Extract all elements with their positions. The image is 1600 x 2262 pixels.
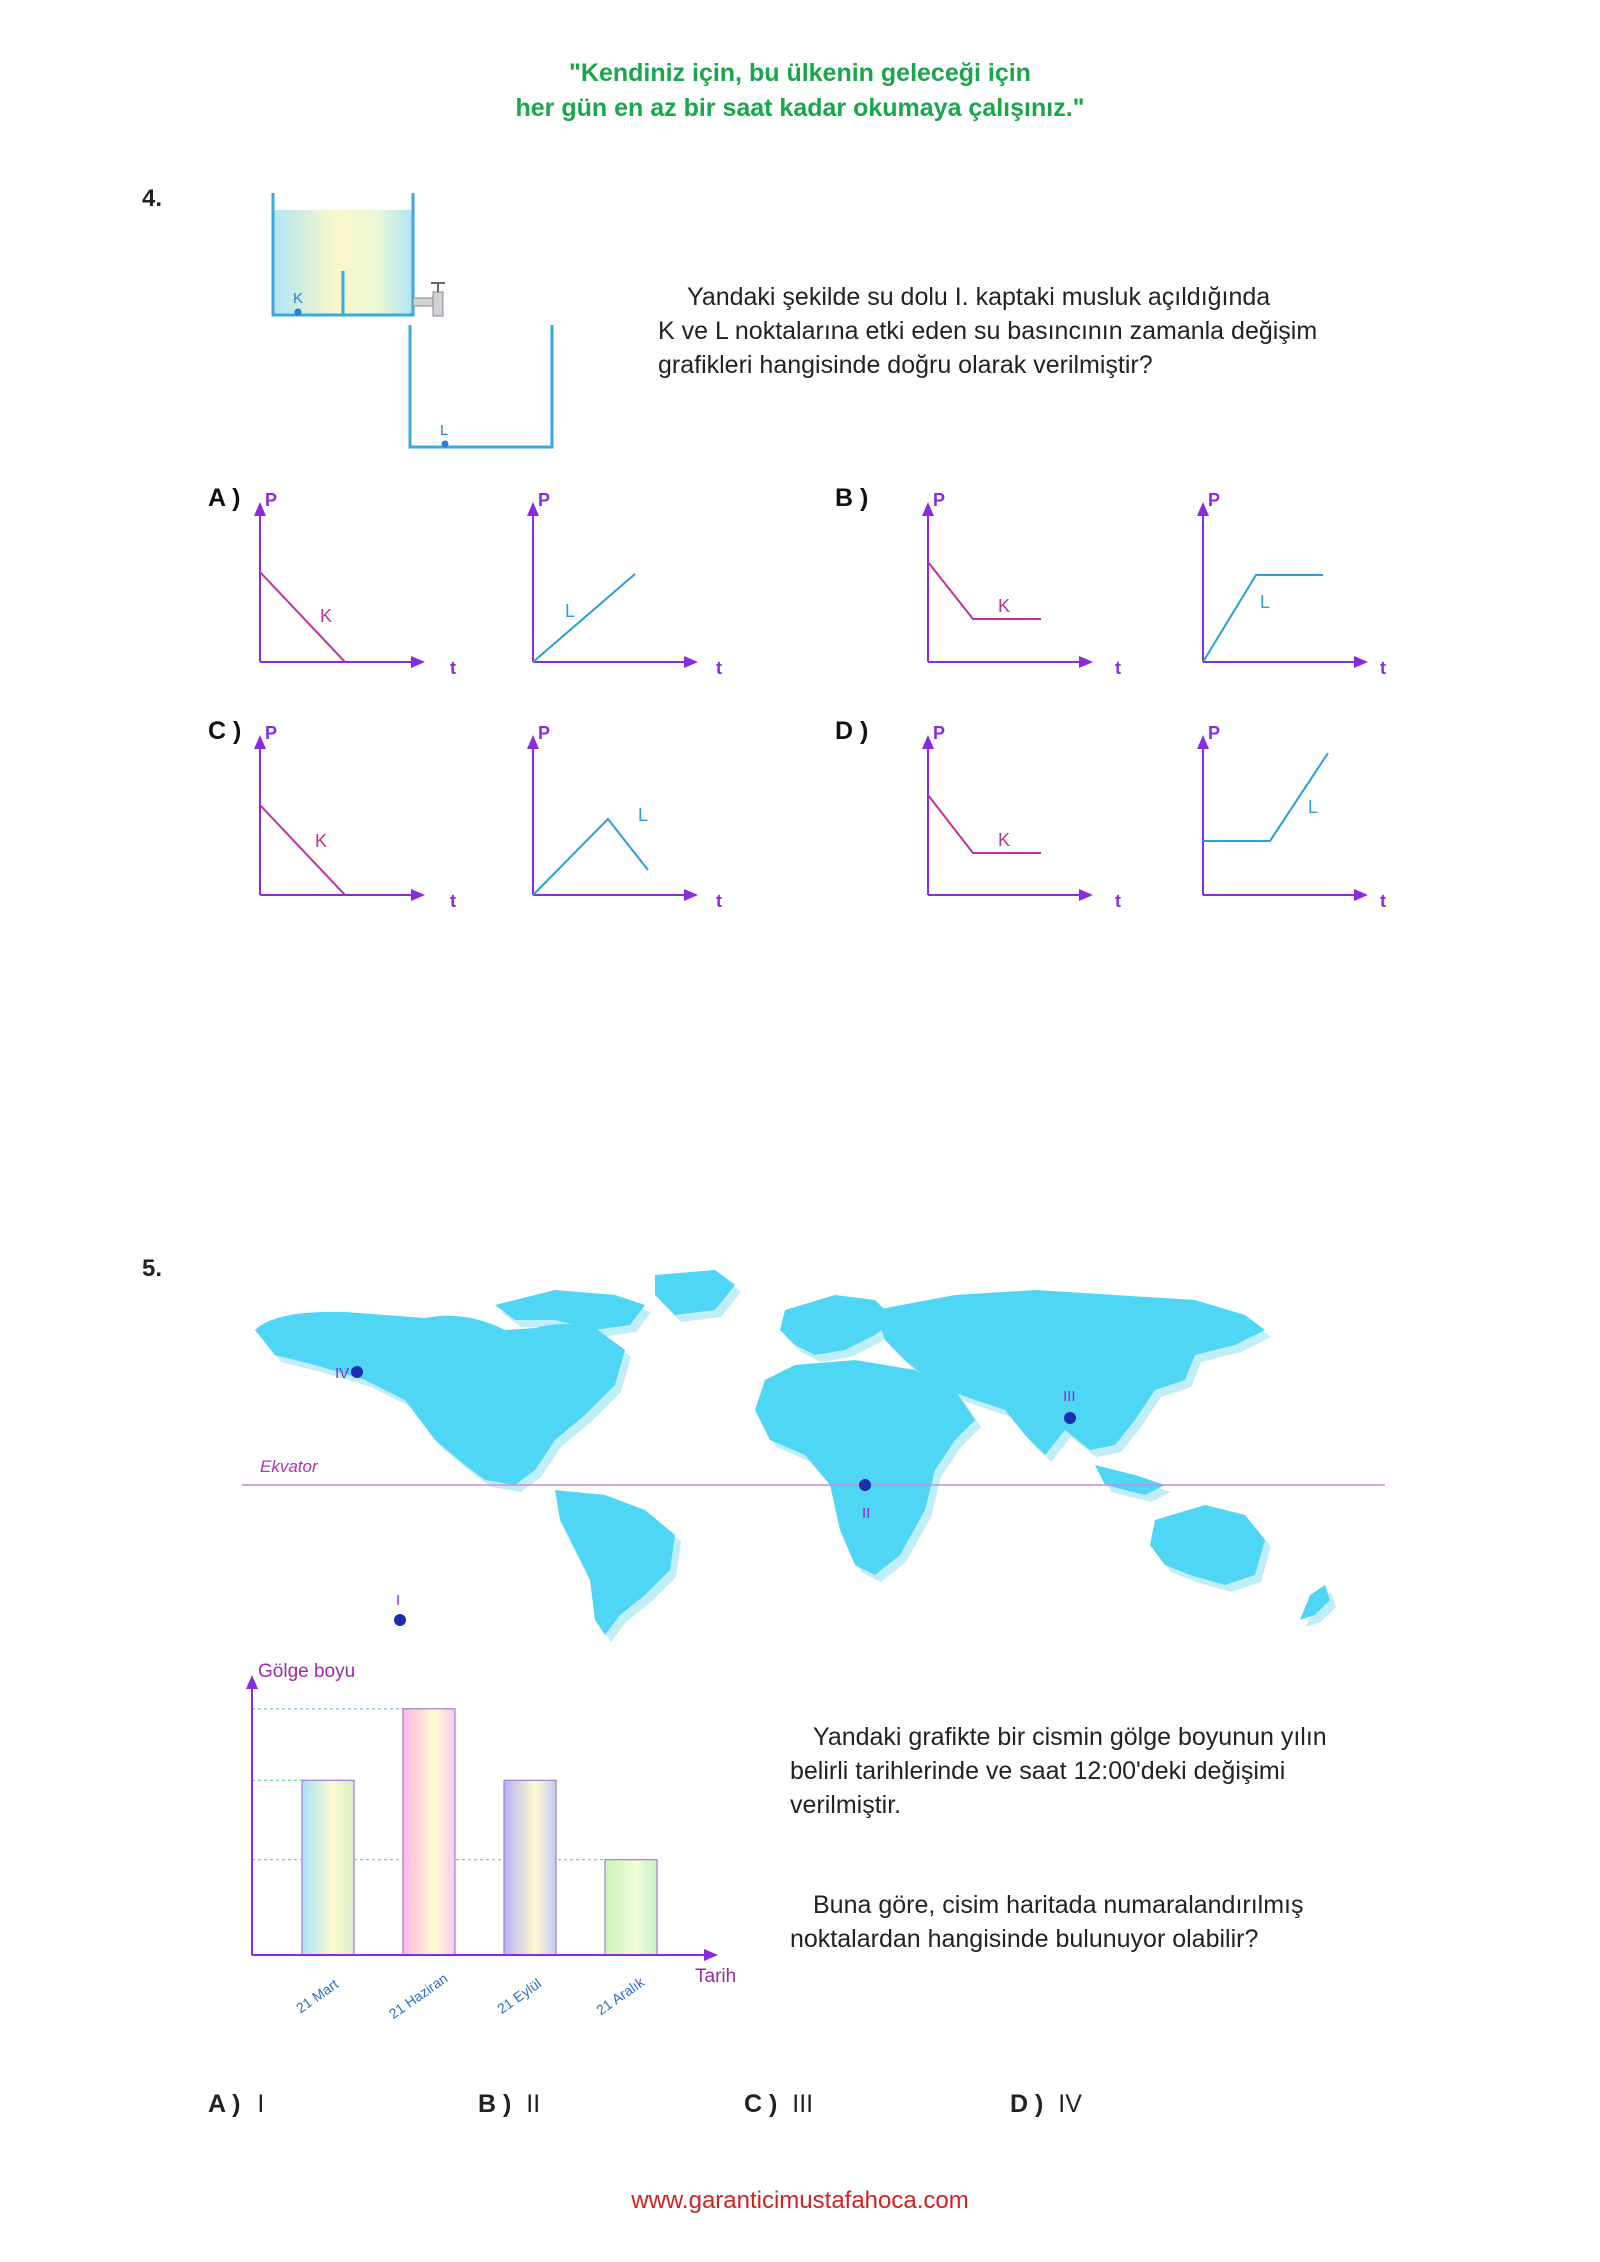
graph-b-k-curve — [928, 562, 1041, 619]
answer-b-label: B ) — [478, 2090, 512, 2118]
chart-tick-label: 21 Eylül — [494, 1975, 545, 2017]
question-4-number: 4. — [142, 185, 163, 212]
graph-a-k-curve-label: K — [320, 606, 333, 626]
faucet-icon — [413, 283, 445, 316]
graph-c-l-y-label: P — [538, 723, 551, 743]
graph-d-l-x-label: t — [1380, 891, 1386, 911]
graph-c-l-curve — [533, 819, 648, 895]
answer-a[interactable] — [208, 2090, 264, 2119]
graph-d-k-y-label: P — [933, 723, 946, 743]
q5-text-p1-line2: belirli tarihlerinde ve saat 12:00'deki değişimi — [790, 1757, 1286, 1785]
answer-c[interactable] — [744, 2090, 813, 2119]
q5-text-p1-line3: verilmiştir. — [790, 1791, 902, 1819]
graph-d-k-curve — [928, 795, 1041, 853]
graph-a-l-y-label: P — [538, 490, 551, 510]
graph-d-l-y-label: P — [1208, 723, 1221, 743]
answer-a-label: A ) — [208, 2090, 241, 2118]
point-k-label: K — [293, 290, 304, 307]
graph-c-k-y-label: P — [265, 723, 278, 743]
point-k — [295, 309, 302, 316]
graph-d-k-x-label: t — [1115, 891, 1121, 911]
graph-b-l-y-label: P — [1208, 490, 1221, 510]
graph-d-l-curve-label: L — [1308, 797, 1319, 817]
answer-d[interactable] — [1010, 2090, 1082, 2119]
graph-c-k-curve-label: K — [315, 831, 328, 851]
graph-b-l-curve — [1203, 575, 1323, 662]
q4-text-line3: grafikleri hangisinde doğru olarak verilmiştir? — [658, 351, 1153, 379]
graph-d-k-curve-label: K — [998, 830, 1011, 850]
answer-b[interactable] — [478, 2090, 540, 2119]
map-point-iii — [1064, 1412, 1076, 1424]
graph-a-l-x-label: t — [716, 658, 722, 678]
option-b-label[interactable]: B ) — [835, 484, 869, 512]
graph-b-k-x-label: t — [1115, 658, 1121, 678]
option-c-label[interactable]: C ) — [208, 717, 242, 745]
graph-a-l — [518, 482, 748, 682]
graph-c-l — [518, 715, 748, 915]
tank2-outline — [410, 325, 552, 447]
answer-d-label: D ) — [1010, 2090, 1044, 2118]
graph-c-l-x-label: t — [716, 891, 722, 911]
map-point-i-label: I — [396, 1592, 401, 1609]
chart-bar — [403, 1709, 455, 1955]
graph-a-l-curve-label: L — [565, 601, 576, 621]
graph-a-k-x-label: t — [450, 658, 456, 678]
graph-a-k-y-label: P — [265, 490, 278, 510]
graph-c-k-x-label: t — [450, 891, 456, 911]
q4-text-line2: K ve L noktalarına etki eden su basıncının zamanla değişim — [658, 317, 1318, 345]
graph-b-k-curve-label: K — [998, 596, 1011, 616]
map-point-ii — [859, 1479, 871, 1491]
graph-b-l-x-label: t — [1380, 658, 1386, 678]
chart-bars — [302, 1709, 657, 1955]
tank-figure — [260, 185, 560, 455]
footer-url[interactable]: www.garanticimustafahoca.com — [631, 2187, 969, 2214]
answer-c-label: C ) — [744, 2090, 778, 2118]
map-point-iv — [351, 1366, 363, 1378]
graph-c-l-curve-label: L — [638, 805, 649, 825]
q4-text-line1: Yandaki şekilde su dolu I. kaptaki musluk açıldığında — [687, 283, 1271, 311]
q5-text-p2-line1: Buna göre, cisim haritada numaralandırılmış — [813, 1891, 1304, 1919]
chart-ylabel: Gölge boyu — [258, 1661, 356, 1682]
answer-b-value: II — [526, 2090, 541, 2118]
option-d-label[interactable]: D ) — [835, 717, 869, 745]
equator-label: Ekvator — [260, 1457, 318, 1476]
graph-b-l-curve-label: L — [1260, 592, 1271, 612]
graph-b-k — [913, 482, 1143, 682]
header-quote-line2: her gün en az bir saat kadar okumaya çalışınız." — [515, 94, 1085, 122]
q5-text-p1-line1: Yandaki grafikte bir cismin gölge boyunun yılın — [813, 1723, 1327, 1751]
answer-d-value: IV — [1058, 2090, 1082, 2118]
chart-bar — [302, 1780, 354, 1955]
header-quote-line1: "Kendiniz için, bu ülkenin geleceği için — [569, 59, 1031, 87]
world-map — [235, 1270, 1400, 1645]
graph-a-k — [245, 482, 475, 682]
chart-bar — [605, 1860, 657, 1955]
map-point-iii-label: III — [1063, 1388, 1076, 1405]
graph-d-k — [913, 715, 1143, 915]
answer-c-value: III — [792, 2090, 814, 2118]
answer-a-value: I — [257, 2090, 265, 2118]
map-point-ii-label: II — [862, 1505, 871, 1522]
graph-c-k-curve — [260, 805, 345, 895]
map-point-iv-label: IV — [335, 1365, 350, 1382]
option-a-label[interactable]: A ) — [208, 484, 241, 512]
point-l — [442, 441, 449, 448]
q5-text-p2-line2: noktalardan hangisinde bulunuyor olabilir? — [790, 1925, 1259, 1953]
point-l-label: L — [440, 422, 449, 439]
graph-a-k-curve — [260, 572, 345, 662]
shadow-chart — [230, 1655, 770, 2035]
graph-d-l — [1188, 715, 1418, 915]
chart-tick-label: 21 Mart — [293, 1975, 342, 2017]
graph-b-k-y-label: P — [933, 490, 946, 510]
chart-tick-label: 21 Aralık — [593, 1973, 648, 2019]
chart-ticks — [293, 1970, 648, 2022]
question-5-number: 5. — [142, 1255, 163, 1282]
chart-xlabel: Tarih — [695, 1966, 737, 1987]
map-point-i — [394, 1614, 406, 1626]
graph-b-l — [1188, 482, 1418, 682]
chart-bar — [504, 1780, 556, 1955]
graph-c-k — [245, 715, 475, 915]
graph-a-l-curve — [533, 574, 635, 662]
chart-tick-label: 21 Haziran — [385, 1969, 451, 2022]
